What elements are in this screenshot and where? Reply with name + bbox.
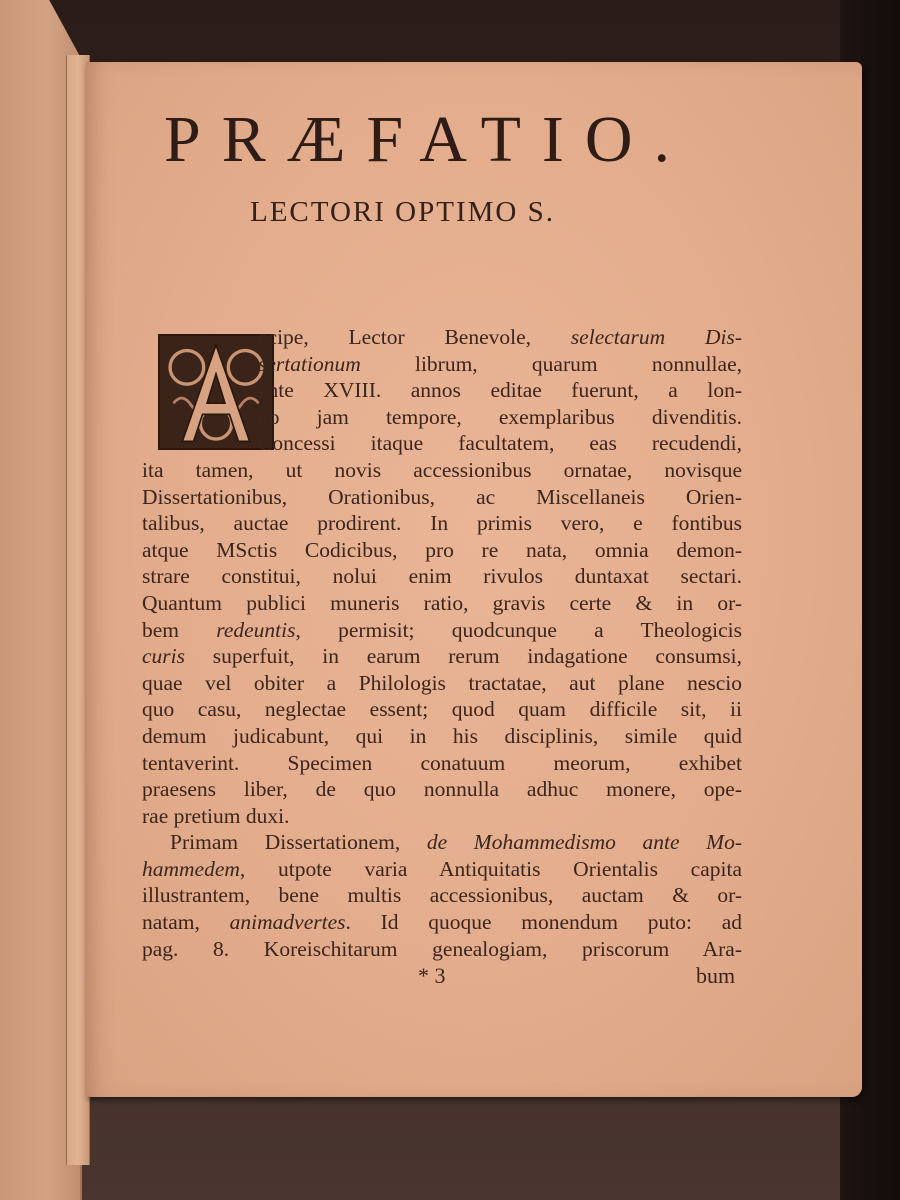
text-line: atque MSctis Codicibus, pro re nata, omnia demon- [142, 537, 742, 562]
text-line: rae pretium duxi. [142, 803, 290, 828]
body-text [142, 324, 742, 962]
text-line: Concessi itaque facultatem, eas recudendi, [258, 431, 742, 456]
page-title: PRÆFATIO. [164, 103, 692, 176]
page-subtitle: LECTORI OPTIMO S. [250, 196, 555, 228]
text-line: curis superfuit, in earum rerum indagatione consumsi, [142, 644, 742, 669]
catchword: bum [696, 963, 736, 988]
book-page [86, 62, 862, 1097]
text-line: demum judicabunt, qui in his disciplinis, simile quid [142, 723, 742, 748]
text-line: illustrantem, bene multis accessionibus, auctam & or- [142, 883, 742, 908]
text-line: bem redeuntis, permisit; quodcunque a Theologicis [142, 617, 742, 642]
text-line: Primam Dissertationem, de Mohammedismo ante Mo- [170, 830, 742, 855]
text-line: talibus, auctae prodirent. In primis vero, e fontibus [142, 511, 742, 536]
text-line: natam, animadvertes. Id quoque monendum puto: ad [142, 910, 742, 935]
text-line: Dissertationibus, Orationibus, ac Miscellaneis Orien- [142, 484, 742, 509]
signature-mark: * 3 [418, 963, 446, 988]
text-line: ita tamen, ut novis accessionibus ornatae, novisque [142, 457, 742, 482]
text-line: quae vel obiter a Philologis tractatae, aut plane nescio [142, 670, 742, 695]
text-line: sertationum librum, quarum nonnullae, [258, 351, 742, 376]
text-line: tentaverint. Specimen conatuum meorum, exhibet [142, 750, 742, 775]
text-line: praesens liber, de quo nonnulla adhuc monere, ope- [142, 777, 742, 802]
text-line: ante XVIII. annos editae fuerunt, a lon- [258, 378, 742, 403]
text-line: quo casu, neglectae essent; quod quam difficile sit, ii [142, 697, 742, 722]
text-line: go jam tempore, exemplaribus divenditis. [258, 404, 742, 429]
text-line: ccipe, Lector Benevole, selectarum Dis- [258, 325, 742, 349]
text-line: pag. 8. Koreischitarum genealogiam, priscorum Ara- [142, 936, 742, 961]
text-line: Quantum publici muneris ratio, gravis certe & in or- [142, 590, 742, 615]
text-line: strare constitui, nolui enim rivulos duntaxat sectari. [142, 564, 742, 589]
text-line: hammedem, utpote varia Antiquitatis Orientalis capita [142, 856, 742, 881]
